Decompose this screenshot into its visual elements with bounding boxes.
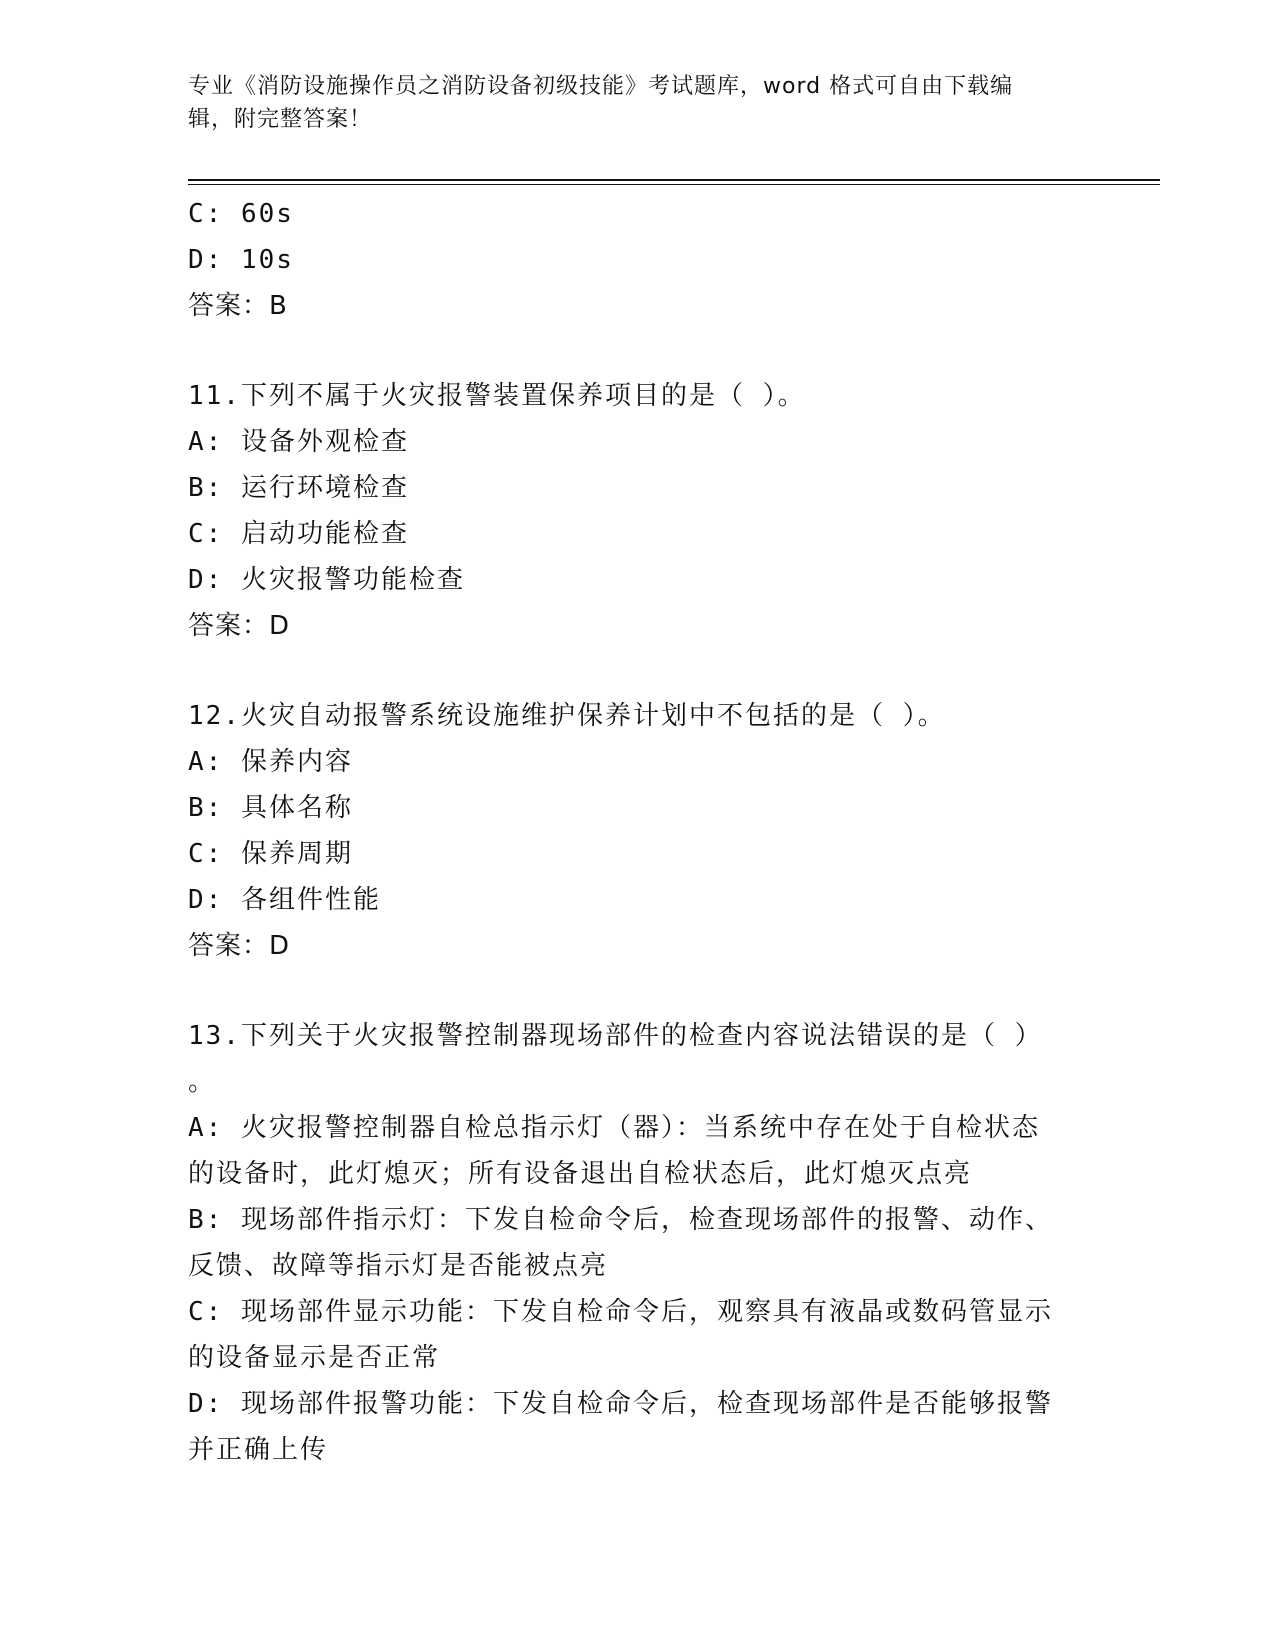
option-b-line-1: B: 现场部件指示灯：下发自检命令后，检查现场部件的报警、动作、 [188,1205,1053,1235]
header-line-2: 辑，附完整答案！ [188,107,373,132]
option-c: C: 60s [188,199,294,229]
option-c: C: 启动功能检查 [188,519,409,549]
header-line-1: 专业《消防设施操作员之消防设备初级技能》考试题库，word 格式可自由下载编 [188,74,1014,99]
question-stem: 12.火灾自动报警系统设施维护保养计划中不包括的是（ ）。 [188,701,946,731]
question-stem-line-1: 13.下列关于火灾报警控制器现场部件的检查内容说法错误的是（ ） [188,1021,1043,1051]
answer-line: 答案：B [188,291,288,321]
spacer [188,649,1088,693]
option-d: D: 火灾报警功能检查 [188,565,465,595]
option-c-line-2: 的设备显示是否正常 [188,1343,441,1373]
option-d: D: 各组件性能 [188,885,381,915]
option-d-line-2: 并正确上传 [188,1435,329,1465]
question-11 [188,373,1088,649]
option-d: D: 10s [188,245,294,275]
option-a: A: 设备外观检查 [188,427,409,457]
option-c-line-1: C: 现场部件显示功能：下发自检命令后，观察具有液晶或数码管显示 [188,1297,1053,1327]
option-d-line-1: D: 现场部件报警功能：下发自检命令后，检查现场部件是否能够报警 [188,1389,1053,1419]
question-stem: 11.下列不属于火灾报警装置保养项目的是（ ）。 [188,381,806,411]
previous-question-tail [188,191,1088,329]
option-a-line-2: 的设备时，此灯熄灭；所有设备退出自检状态后，此灯熄灭点亮 [188,1159,973,1189]
header-divider-thick [188,179,1160,181]
question-12 [188,693,1088,969]
spacer [188,329,1088,373]
question-content [188,191,1088,1473]
question-13 [188,1013,1088,1473]
option-a-line-1: A: 火灾报警控制器自检总指示灯（器）：当系统中存在处于自检状态 [188,1113,1040,1143]
option-c: C: 保养周期 [188,839,353,869]
document-header [188,70,1068,136]
option-a: A: 保养内容 [188,747,353,777]
option-b: B: 运行环境检查 [188,473,409,503]
option-b-line-2: 反馈、故障等指示灯是否能被点亮 [188,1251,609,1281]
answer-line: 答案：D [188,931,291,961]
question-stem-line-2: 。 [188,1067,217,1097]
spacer [188,969,1088,1013]
answer-line: 答案：D [188,611,291,641]
header-divider-thin [188,184,1160,185]
option-b: B: 具体名称 [188,793,353,823]
